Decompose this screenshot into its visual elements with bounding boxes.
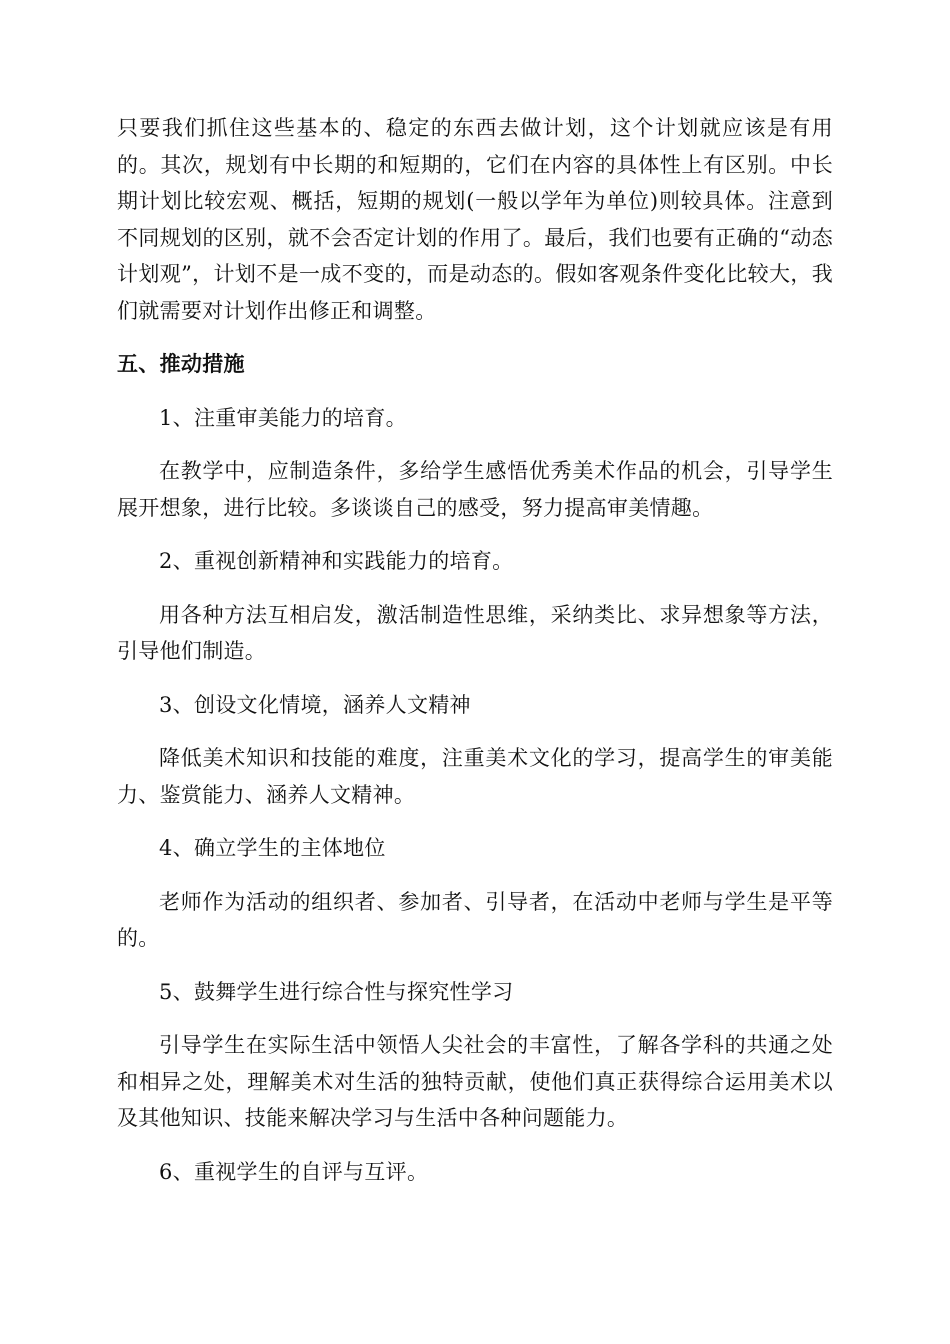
intro-paragraph: 只要我们抓住这些基本的、稳定的东西去做计划，这个计划就应该是有用的。其次，规划有中长期的和短期的，它们在内容的具体性上有区别。中长期计划比较宏观、概括，短期的规划(一般以学年为单位)则较具体。注意到不同规划的区别，就不会否定计划的作用了。最后，我们也要有正确的“动态计划观”，计划不是一成不变的，而是动态的。假如客观条件变化比较大，我们就需要对计划作出修正和调整。 xyxy=(117,116,833,323)
measure-5-title: 5、鼓舞学生进行综合性与探究性学习 xyxy=(159,979,514,1004)
measure-1-body: 在教学中，应制造条件，多给学生感悟优秀美术作品的机会，引导学生展开想象，进行比较。多谈谈自己的感受，努力提高审美情趣。 xyxy=(117,459,833,520)
measure-4-body: 老师作为活动的组织者、参加者、引导者，在活动中老师与学生是平等的。 xyxy=(117,889,833,950)
measure-5-body: 引导学生在实际生活中领悟人尖社会的丰富性，了解各学科的共通之处和相异之处，理解美术对生活的独特贡献，使他们真正获得综合运用美术以及其他知识、技能来解决学习与生活中各种问题能力。 xyxy=(117,1033,833,1130)
measure-3-title: 3、创设文化情境，涵养人文精神 xyxy=(159,692,471,717)
measure-4-title: 4、确立学生的主体地位 xyxy=(159,836,386,860)
measure-6-title: 6、重视学生的自评与互评。 xyxy=(159,1159,429,1184)
measure-3-body: 降低美术知识和技能的难度，注重美术文化的学习，提高学生的审美能力、鉴赏能力、涵养人文精神。 xyxy=(117,746,833,807)
section-heading: 五、推动措施 xyxy=(117,352,245,376)
measure-1-title: 1、注重审美能力的培育。 xyxy=(159,405,407,430)
measure-2-title: 2、重视创新精神和实践能力的培育。 xyxy=(159,549,514,573)
measure-2-body: 用各种方法互相启发，激活制造性思维，采纳类比、求异想象等方法，引导他们制造。 xyxy=(117,602,833,663)
document-page xyxy=(117,110,833,1207)
